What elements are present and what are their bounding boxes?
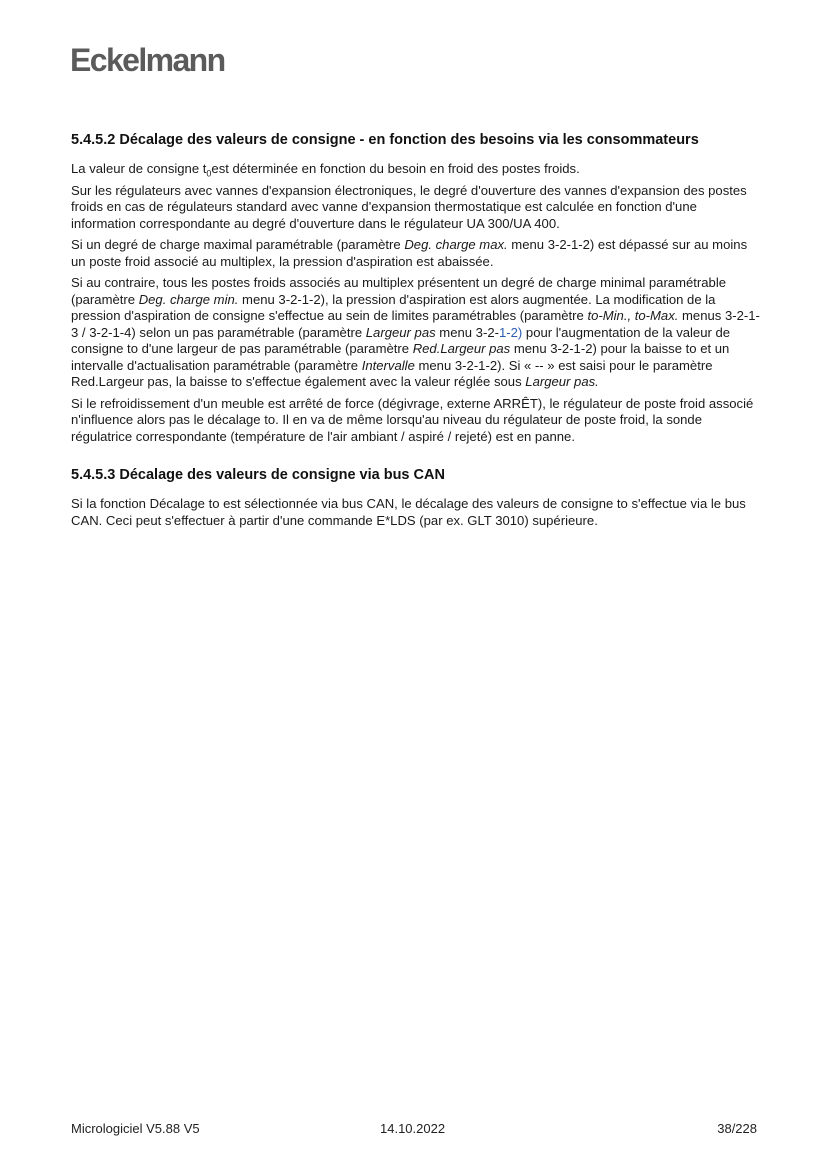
paragraph-setpoint-t0: La valeur de consigne $t_0est$ déterminée en fonction du besoin en froid des postes froids. — [71, 161, 580, 179]
paragraph-min-charge: Si au contraire, tous les postes froids associés au multiplex présentent un degré de charge minimal paramétrable (paramètre Deg. charge min. menu 3-2-1-2), la pression d'aspiration est alors augmentée. La modification de la pression d'aspiration de consigne s'effectue au sein de limites paramétrables (paramètre to-Min., to-Max. menus 3-2-1-3 / 3-2-1-4) selon un pas paramétrable (paramètre Largeur pas menu 3-2-1-2) pour l'augmentation de la valeur de consigne to d'une largeur de pas paramétrable (paramètre Red.Largeur pas menu 3-2-1-2) pour la baisse to et un intervalle d'actualisation paramétrable (paramètre Intervalle menu 3-2-1-2). Si « -- » est saisi pour le paramètre Red.Largeur pas, la baisse to s'effectue également avec la valeur réglée sous Largeur pas. — [71, 275, 760, 389]
footer-product: Micrologiciel V5.88 V5 — [71, 1121, 200, 1136]
paragraph-max-charge: Si un degré de charge maximal paramétrable (paramètre Deg. charge max. menu 3-2-1-2) est dépassé sur au moins un poste froid associé au multiplex, la pression d'aspiration est abaissée. — [71, 237, 748, 269]
paragraph-electronic-valves: Sur les régulateurs avec vannes d'expansion électroniques, le degré d'ouverture des vannes d'expansion des postes froids en cas de régulateurs standard avec vanne d'expansion thermostatique est calculée en fonction d'une information correspondante au degré d'ouverture dans le régulateur UA 300/UA 400. — [71, 182, 747, 231]
section-heading-5-4-5-3: 5.4.5.3 Décalage des valeurs de consigne via bus CAN — [71, 467, 445, 483]
footer-date: 14.10.2022 — [380, 1121, 446, 1136]
footer-page-number: 38/228 — [717, 1121, 757, 1136]
menu-reference-link[interactable]: 1-2) — [498, 324, 523, 340]
eckelmann-logo: Eckelmann — [70, 42, 225, 78]
section-heading-5-4-5-2: 5.4.5.2 Décalage des valeurs de consigne - en fonction des besoins via les consommateurs — [71, 132, 699, 148]
document-body — [71, 130, 761, 534]
paragraph-can-bus: Si la fonction Décalage to est sélectionnée via bus CAN, le décalage des valeurs de consigne to s'effectue via le bus CAN. Ceci peut s'effectuer à partir d'une commande E*LDS (par ex. GLT 3010) supérieure. — [71, 496, 746, 528]
paragraph-forced-stop: Si le refroidissement d'un meuble est arrêté de force (dégivrage, externe ARRÊT), le régulateur de poste froid associé n'influence alors pas le décalage to. Il en va de même lorsqu'au niveau du régulateur de poste froid, la sonde régulatrice correspondante (température de l'air ambiant / aspiré / rejeté) est en panne. — [71, 395, 754, 444]
page-footer — [71, 1121, 757, 1139]
